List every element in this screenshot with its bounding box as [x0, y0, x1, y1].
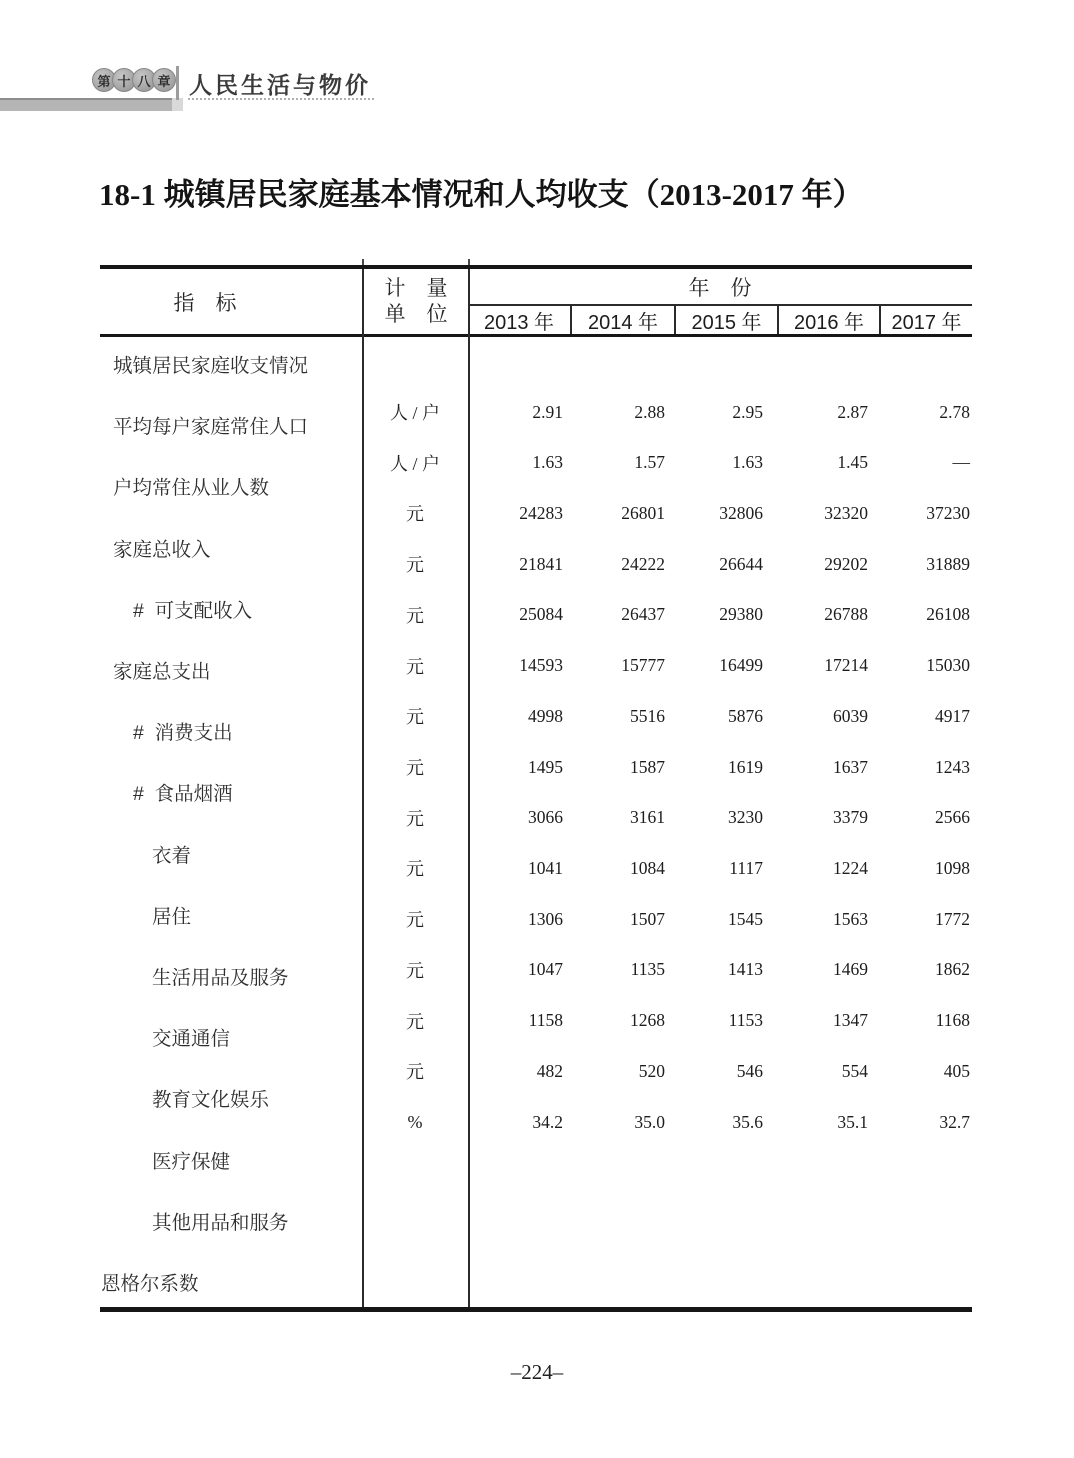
value-cell: 405 [943, 1060, 970, 1081]
value-cell: 1084 [630, 857, 665, 878]
value-cell: 24222 [621, 553, 665, 574]
value-cell: 35.0 [634, 1111, 665, 1132]
indicator-label: 衣着 [152, 844, 192, 867]
page-number: –224– [510, 1360, 564, 1384]
value-cell: 1168 [935, 1010, 970, 1031]
value-cell: 1047 [528, 959, 563, 980]
unit-cell: 元 [406, 707, 424, 728]
indicator-label: 生活用品及服务 [152, 967, 289, 989]
header-divider [176, 66, 179, 100]
unit-cell: 元 [406, 504, 424, 525]
value-cell: 1306 [528, 908, 563, 929]
value-cell: 1268 [630, 1010, 665, 1031]
value-cell: 16499 [719, 655, 763, 676]
value-cell: 29380 [719, 604, 763, 625]
value-cell: 1117 [729, 857, 763, 878]
value-cell: 1158 [528, 1010, 563, 1031]
value-cell: 32806 [719, 502, 763, 523]
header-bar [0, 98, 172, 111]
value-cell: 1041 [528, 857, 563, 878]
table-row [362, 755, 972, 779]
value-cell: 1224 [833, 857, 868, 878]
table-row [362, 654, 972, 678]
value-cell: 1135 [630, 959, 665, 980]
table-title: 18-1 城镇居民家庭基本情况和人均收支（2013-2017 年） [99, 177, 864, 212]
unit-cell: 元 [406, 605, 424, 626]
value-cell: 31889 [926, 553, 970, 574]
indicator-label: 家庭总收入 [113, 538, 211, 561]
value-cell: 3066 [528, 807, 563, 828]
table-row [362, 907, 972, 931]
value-cell: 24283 [519, 502, 563, 523]
table-row [362, 451, 972, 475]
value-cell: 1243 [935, 756, 970, 777]
value-cell: 3161 [630, 807, 665, 828]
year-column-header: 2015 年 [674, 306, 777, 334]
value-cell: 35.6 [732, 1111, 763, 1132]
year-header-row [468, 304, 972, 334]
value-cell: 4917 [935, 705, 970, 726]
unit-cell: 元 [406, 1011, 424, 1032]
indicator-label: 居住 [152, 905, 192, 928]
value-cell: 25084 [519, 604, 563, 625]
table-bottom-rule [100, 1307, 972, 1312]
chapter-badge-character: 十 [112, 68, 136, 92]
value-cell: 2566 [935, 807, 970, 828]
value-cell: 2.78 [939, 401, 970, 422]
value-cell: 5876 [728, 705, 763, 726]
value-cell: 4998 [528, 705, 563, 726]
value-cell: 1563 [833, 908, 868, 929]
value-cell: 1862 [935, 959, 970, 980]
unit-cell: 元 [406, 910, 424, 931]
value-cell: 1772 [935, 908, 970, 929]
value-cell: 1.63 [532, 452, 563, 473]
table-row [362, 501, 972, 525]
indicator-label: 家庭总支出 [113, 661, 211, 683]
value-cell: 1413 [728, 959, 763, 980]
value-cell: 1.57 [634, 452, 665, 473]
value-cell: 17214 [824, 655, 868, 676]
value-cell: — [952, 452, 970, 473]
value-cell: 29202 [824, 553, 868, 574]
column-divider-stub-1 [362, 259, 364, 265]
value-cell: 6039 [833, 705, 868, 726]
value-cell: 546 [736, 1060, 763, 1081]
value-cell: 3379 [833, 807, 868, 828]
value-cell: 26108 [926, 604, 970, 625]
value-cell: 2.88 [634, 401, 665, 422]
section-title: 人民生活与物价 [189, 72, 371, 98]
table-row [362, 552, 972, 576]
value-cell: 26788 [824, 604, 868, 625]
value-cell: 34.2 [532, 1111, 563, 1132]
unit-cell: 元 [406, 555, 424, 576]
year-column-header: 2016 年 [777, 306, 879, 334]
value-cell: 21841 [519, 553, 563, 574]
table-row [362, 704, 972, 728]
value-cell: 14593 [519, 655, 563, 676]
value-cell: 15030 [926, 655, 970, 676]
unit-cell: 元 [406, 859, 424, 880]
unit-cell: 元 [406, 808, 424, 829]
statistics-table [100, 265, 972, 1312]
unit-cell: 元 [406, 960, 424, 981]
indicator-column-header: 指 标 [173, 291, 237, 315]
value-cell: 1495 [528, 756, 563, 777]
value-cell: 554 [841, 1060, 868, 1081]
value-cell: 37230 [926, 502, 970, 523]
year-group-header: 年 份 [688, 276, 752, 300]
indicator-label: # 消费支出 [133, 722, 233, 745]
value-cell: 26801 [621, 502, 665, 523]
table-row [362, 1059, 972, 1083]
value-cell: 1347 [833, 1010, 868, 1031]
value-cell: 482 [536, 1060, 563, 1081]
indicator-label: 医疗保健 [152, 1150, 231, 1173]
table-row [362, 1009, 972, 1033]
value-cell: 1153 [728, 1010, 763, 1031]
indicator-label: 恩格尔系数 [101, 1273, 199, 1295]
indicator-label: # 食品烟酒 [133, 783, 233, 806]
value-cell: 1.45 [837, 452, 868, 473]
chapter-badge [92, 68, 176, 92]
section-title-underline [188, 98, 374, 100]
chapter-badge-character: 章 [152, 68, 176, 92]
unit-cell: 元 [406, 758, 424, 779]
indicator-label: 交通通信 [152, 1028, 231, 1051]
table-row [362, 958, 972, 982]
value-cell: 1098 [935, 857, 970, 878]
column-divider-stub-2 [468, 259, 470, 265]
unit-header-line1: 计 量 [384, 276, 448, 300]
unit-header-line2: 单 位 [384, 302, 448, 326]
value-cell: 5516 [630, 705, 665, 726]
value-cell: 35.1 [837, 1111, 868, 1132]
indicator-label: 平均每户家庭常住人口 [113, 416, 309, 439]
unit-cell: 元 [406, 1062, 424, 1083]
chapter-badge-character: 八 [132, 68, 156, 92]
value-cell: 2.87 [837, 401, 868, 422]
year-column-header: 2013 年 [483, 311, 555, 334]
table-row [362, 856, 972, 880]
table-row [362, 806, 972, 830]
value-cell: 15777 [621, 655, 665, 676]
table-row [362, 1110, 972, 1134]
value-cell: 1637 [833, 756, 868, 777]
indicator-label: 教育文化娱乐 [152, 1089, 270, 1112]
value-cell: 2.91 [532, 401, 563, 422]
indicator-label: # 可支配收入 [133, 599, 253, 622]
value-cell: 2.95 [732, 401, 763, 422]
value-cell: 1.63 [732, 452, 763, 473]
value-cell: 32320 [824, 502, 868, 523]
unit-cell: 元 [406, 656, 424, 677]
value-cell: 1587 [630, 756, 665, 777]
value-cell: 32.7 [939, 1111, 970, 1132]
indicator-label: 其他用品和服务 [152, 1211, 289, 1234]
unit-cell: 人 / 户 [389, 453, 440, 474]
value-cell: 26437 [621, 604, 665, 625]
value-cell: 1619 [728, 756, 763, 777]
value-cell: 26644 [719, 553, 763, 574]
unit-column-header [364, 269, 468, 334]
value-cell: 1545 [728, 908, 763, 929]
table-body [100, 337, 972, 1307]
indicator-label: 户均常住从业人数 [113, 477, 270, 500]
table-row [362, 603, 972, 627]
value-cell: 1469 [833, 959, 868, 980]
unit-cell: 人 / 户 [389, 403, 440, 423]
table-row [362, 400, 972, 424]
unit-cell: % [407, 1111, 423, 1132]
value-cell: 1507 [630, 908, 665, 929]
year-column-header: 2014 年 [570, 306, 674, 334]
indicator-label: 城镇居民家庭收支情况 [113, 355, 309, 377]
chapter-badge-character: 第 [92, 68, 116, 92]
value-cell: 520 [638, 1060, 665, 1081]
value-cell: 3230 [728, 807, 763, 828]
year-column-header: 2017 年 [879, 306, 972, 334]
